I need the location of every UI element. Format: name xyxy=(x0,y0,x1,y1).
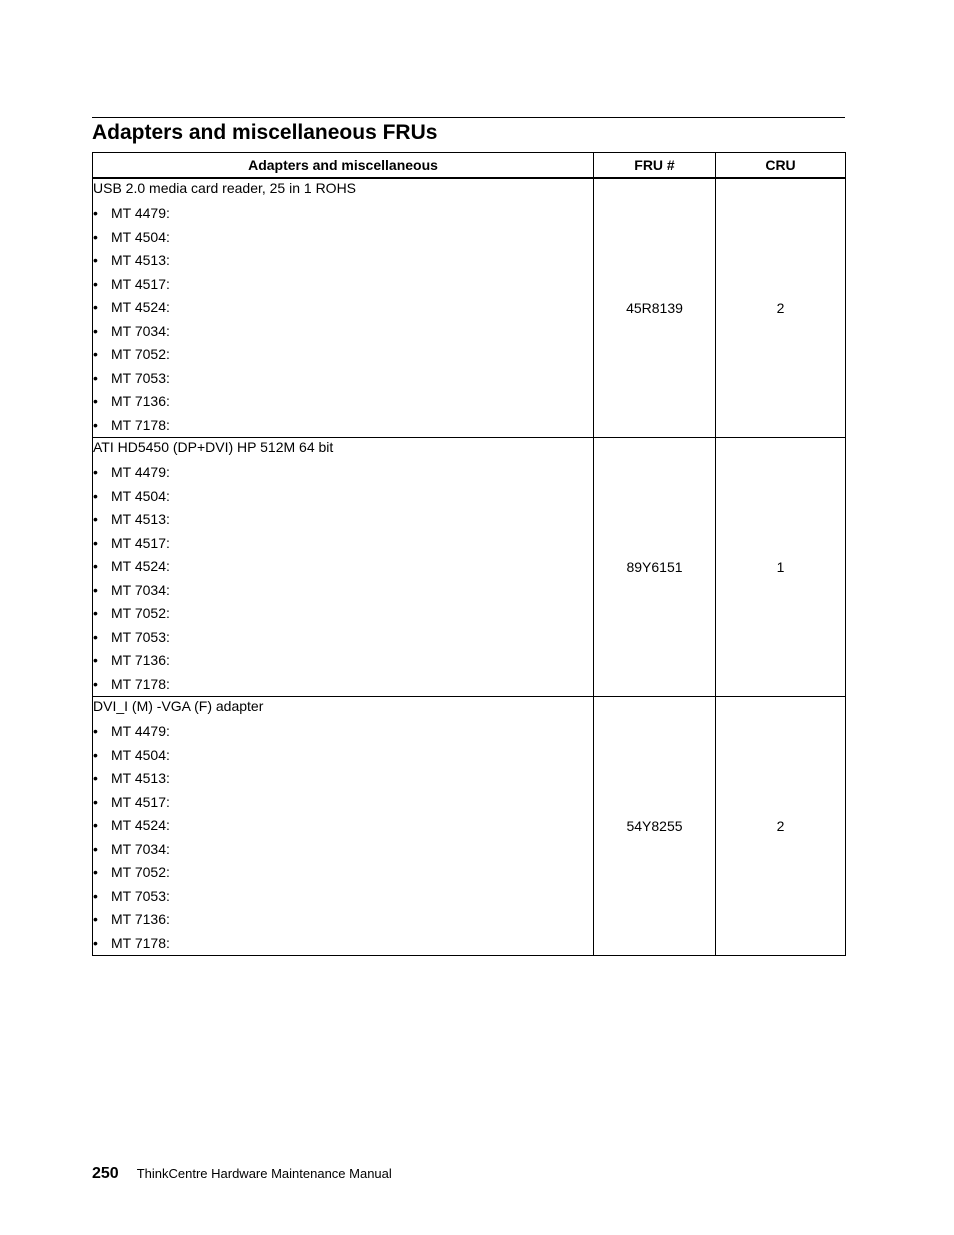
machine-type-item: • MT 7178: xyxy=(93,414,593,438)
item-title: DVI_I (M) -VGA (F) adapter xyxy=(93,698,264,714)
table-row xyxy=(93,438,846,697)
machine-type-item: • MT 7034: xyxy=(93,579,593,603)
section-rule xyxy=(92,117,845,118)
machine-type-item: • MT 7053: xyxy=(93,367,593,391)
machine-type-item: • MT 4513: xyxy=(93,767,593,791)
machine-type-item: • MT 4513: xyxy=(93,508,593,532)
machine-type-item: • MT 7053: xyxy=(93,626,593,650)
manual-title: ThinkCentre Hardware Maintenance Manual xyxy=(136,1166,392,1181)
cell-fru-number: 89Y6151 xyxy=(594,438,716,697)
machine-type-item: • MT 4524: xyxy=(93,296,593,320)
cell-cru: 2 xyxy=(716,178,846,438)
table-header-row xyxy=(93,153,846,179)
cell-description xyxy=(93,697,594,956)
section-title: Adapters and miscellaneous FRUs xyxy=(92,121,438,144)
table-body xyxy=(93,178,846,956)
machine-type-item: • MT 4479: xyxy=(93,461,593,485)
machine-type-item: • MT 7052: xyxy=(93,602,593,626)
cell-fru-number: 45R8139 xyxy=(594,178,716,438)
machine-type-item: • MT 7053: xyxy=(93,885,593,909)
machine-type-item: • MT 4479: xyxy=(93,720,593,744)
machine-type-item: • MT 4504: xyxy=(93,744,593,768)
machine-type-item: • MT 4524: xyxy=(93,555,593,579)
machine-type-item: • MT 4524: xyxy=(93,814,593,838)
table-row xyxy=(93,178,846,438)
machine-type-item: • MT 4479: xyxy=(93,202,593,226)
machine-type-item: • MT 7034: xyxy=(93,320,593,344)
machine-type-item: • MT 7052: xyxy=(93,861,593,885)
item-title: USB 2.0 media card reader, 25 in 1 ROHS xyxy=(93,180,357,196)
cell-cru: 2 xyxy=(716,697,846,956)
column-header-cru: CRU xyxy=(716,153,846,179)
machine-type-item: • MT 7034: xyxy=(93,838,593,862)
machine-type-item: • MT 4517: xyxy=(93,791,593,815)
page-number: 250 xyxy=(92,1165,119,1182)
machine-type-list xyxy=(93,202,593,437)
column-header-fru: FRU # xyxy=(594,153,716,179)
table-row xyxy=(93,697,846,956)
item-title: ATI HD5450 (DP+DVI) HP 512M 64 bit xyxy=(93,439,334,455)
fru-table xyxy=(92,152,846,956)
cell-cru: 1 xyxy=(716,438,846,697)
machine-type-item: • MT 4517: xyxy=(93,532,593,556)
machine-type-item: • MT 7136: xyxy=(93,908,593,932)
cell-fru-number: 54Y8255 xyxy=(594,697,716,956)
machine-type-item: • MT 7136: xyxy=(93,390,593,414)
cell-description xyxy=(93,438,594,697)
machine-type-item: • MT 7136: xyxy=(93,649,593,673)
machine-type-item: • MT 4504: xyxy=(93,226,593,250)
machine-type-list xyxy=(93,461,593,696)
machine-type-item: • MT 7178: xyxy=(93,673,593,697)
machine-type-item: • MT 4517: xyxy=(93,273,593,297)
page-footer xyxy=(92,1165,392,1185)
machine-type-item: • MT 7178: xyxy=(93,932,593,956)
machine-type-item: • MT 7052: xyxy=(93,343,593,367)
machine-type-list xyxy=(93,720,593,955)
machine-type-item: • MT 4513: xyxy=(93,249,593,273)
cell-description xyxy=(93,178,594,438)
column-header-description: Adapters and miscellaneous xyxy=(93,153,594,179)
machine-type-item: • MT 4504: xyxy=(93,485,593,509)
